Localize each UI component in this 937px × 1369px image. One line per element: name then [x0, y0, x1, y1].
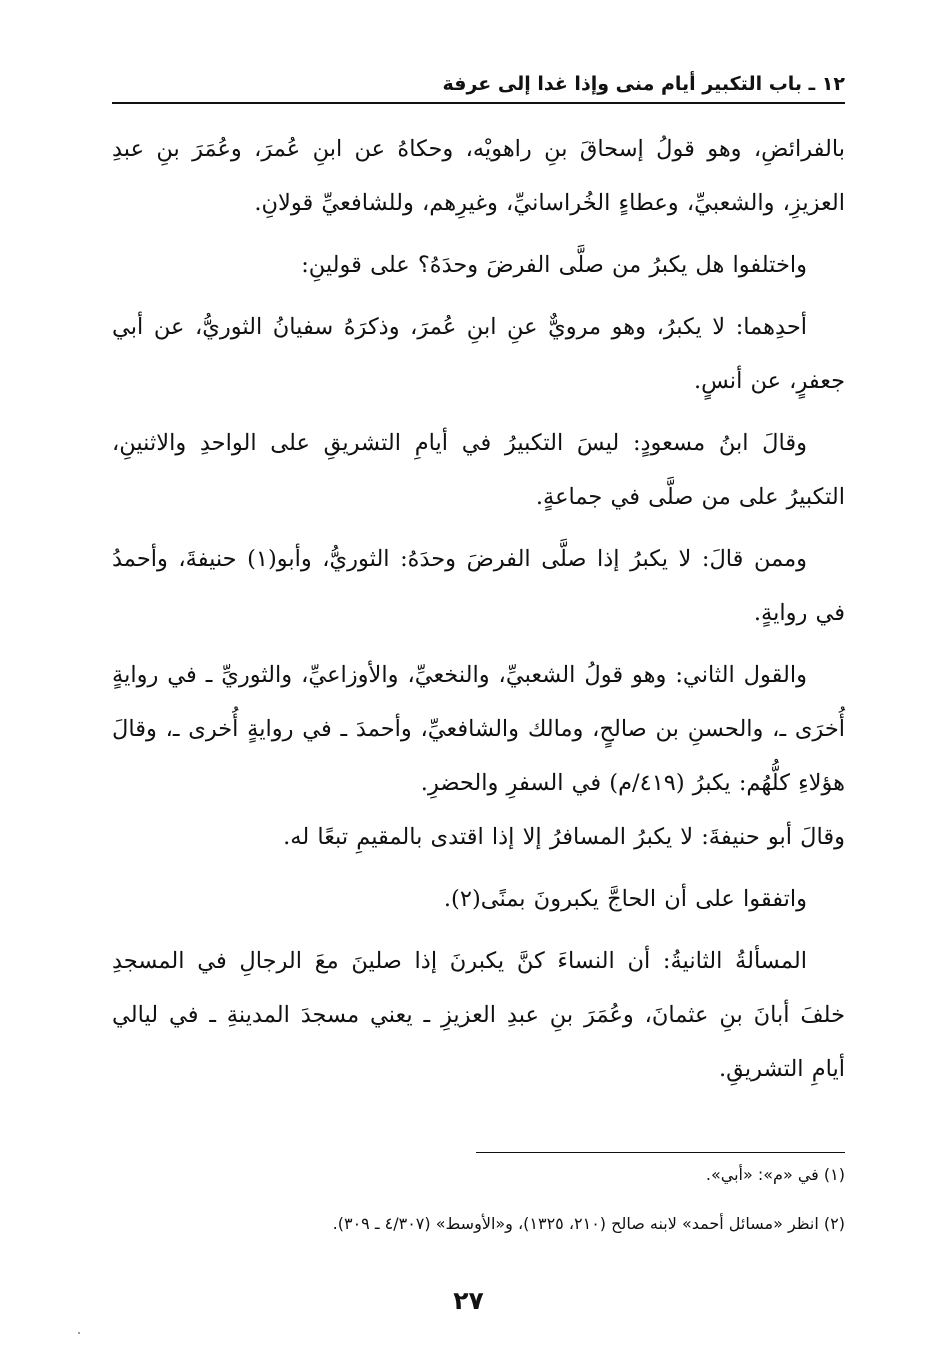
footnote-1: (١) في «م»: «أبي». [705, 1165, 845, 1184]
running-header [112, 70, 845, 104]
paragraph-4: وقالَ ابنُ مسعودٍ: ليسَ التكبيرُ في أيامِ التشريقِ على الواحدِ والاثنينِ، التكبيرُ على من صلَّى في جماعةٍ. [112, 430, 845, 510]
paragraph-3: أحدِهما: لا يكبرُ، وهو مرويٌّ عنِ ابنِ عُمرَ، وذكرَهُ سفيانُ الثوريُّ، عن أبي جعفرٍ، عن أنسٍ. [112, 314, 845, 394]
footnotes [112, 1163, 845, 1261]
paragraph-2: واختلفوا هل يكبرُ من صلَّى الفرضَ وحدَهُ؟ على قولينِ: [301, 252, 807, 278]
paragraph-9: المسألةُ الثانيةُ: أن النساءَ كنَّ يكبرنَ إذا صلينَ معَ الرجالِ في المسجدِ خلفَ أبانَ بنِ عثمانَ، وعُمَرَ بنِ عبدِ العزيزِ ـ يعني مسجدَ المدينةِ ـ في ليالي أيامِ التشريقِ. [112, 948, 845, 1082]
page-number: ٢٧ [453, 1286, 484, 1315]
paragraph-8: واتفقوا على أن الحاجَّ يكبرونَ بمنًى(٢). [443, 886, 807, 912]
main-text [112, 122, 845, 1104]
footnote-2: (٢) انظر «مسائل أحمد» لابنه صالح (٢١٠، ١٣٢٥)، و«الأوسط» (٤/٣٠٧ ـ ٣٠٩). [332, 1214, 845, 1233]
paragraph-5: وممن قالَ: لا يكبرُ إذا صلَّى الفرضَ وحدَهُ: الثوريُّ، وأبو(١) حنيفةَ، وأحمدُ في روايةٍ. [112, 546, 845, 626]
paragraph-6: والقول الثاني: وهو قولُ الشعبيِّ، والنخعيِّ، والأوزاعيِّ، والثوريِّ ـ في روايةٍ أُخرَى ـ، والحسنِ بن صالحٍ، ومالك والشافعيِّ، وأحمدَ ـ في روايةٍ أُخرى ـ، وقالَ هؤلاءِ كلُّهُم: يكبرُ (٤١٩/م) في السفرِ والحضرِ. [112, 662, 845, 796]
paragraph-7: وقالَ أبو حنيفةَ: لا يكبرُ المسافرُ إلا إذا اقتدى بالمقيمِ تبعًا له. [283, 824, 845, 850]
scan-speck [78, 1332, 80, 1334]
chapter-title: ١٢ ـ باب التكبير أيام منى وإذا غدا إلى عرفة [442, 73, 845, 95]
paragraph-1: بالفرائضِ، وهو قولُ إسحاقَ بنِ راهويْه، وحكاهُ عن ابنِ عُمرَ، وعُمَرَ بنِ عبدِ العزيزِ، والشعبيِّ، وعطاءٍ الخُراسانيِّ، وغيرِهم، وللشافعيِّ قولانِ. [112, 136, 845, 216]
footnote-divider [476, 1152, 845, 1153]
